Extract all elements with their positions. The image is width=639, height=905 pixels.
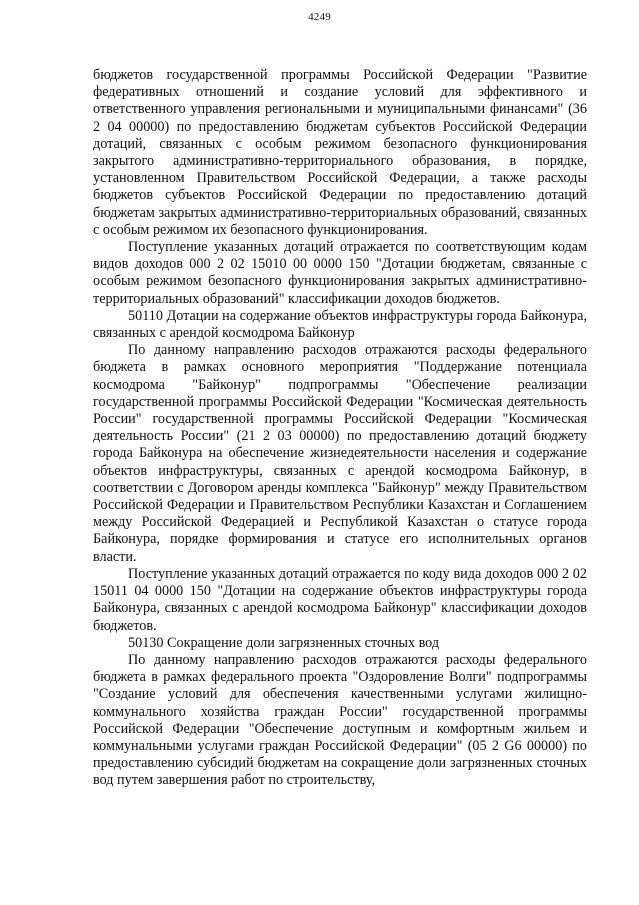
paragraph-50110-revenue-note: Поступление указанных дотаций отражается по коду вида доходов 000 2 02 15011 04 0000 150 "Дотации на содержание объектов инфраструктуры города Байконура, связанных с арендой космодрома Байконур" классификации доходов бюджетов.: [93, 565, 587, 634]
document-body: [93, 67, 587, 790]
paragraph-50130-description: По данному направлению расходов отражаются расходы федерального бюджета в рамках федерального проекта "Оздоровление Волги" подпрограммы "Создание условий для обеспечения качественными услугами жилищно-коммунального хозяйства граждан России" государственной программы Российской Федерации "Обеспечение доступным и комфортным жильем и коммунальными услугами граждан Российской Федерации" (05 2 G6 00000) по предоставлению субсидий бюджетам на сокращение доли загрязненных сточных вод путем завершения работ по строительству,: [93, 651, 587, 789]
paragraph-50110-description: По данному направлению расходов отражаются расходы федерального бюджета в рамках основного мероприятия "Поддержание потенциала космодрома "Байконур" подпрограммы "Обеспечение реализации государственной программы Российской Федерации "Космическая деятельность России" государственной программы Российской Федерации "Космическая деятельность России" (21 2 03 00000) по предоставлению дотаций бюджету города Байконура на обеспечение жизнедеятельности населения и содержание объектов инфраструктуры, связанных с арендой космодрома Байконур, в соответствии с Договором аренды комплекса "Байконур" между Правительством Российской Федерации и Правительством Республики Казахстан и Соглашением между Российской Федерацией и Республикой Казахстан о статусе города Байконура, порядке формирования и статусе его исполнительных органов власти.: [93, 342, 587, 565]
paragraph-continuation: бюджетов государственной программы Российской Федерации "Развитие федеративных отношений и создание условий для эффективного и ответственного управления региональными и муниципальными финансами" (36 2 04 00000) по предоставлению бюджетам субъектов Российской Федерации дотаций, связанных с особым режимом безопасного функционирования закрытого административно-территориального образования, в порядке, установленном Правительством Российской Федерации, а также расходы бюджетов субъектов Российской Федерации по предоставлению дотаций бюджетам закрытых административно-территориальных образований, связанных с особым режимом их безопасного функционирования.: [93, 67, 587, 238]
section-heading-50110: 50110 Дотации на содержание объектов инфраструктуры города Байконура, связанных с арендой космодрома Байконур: [93, 307, 587, 342]
paragraph-revenue-note: Поступление указанных дотаций отражается по соответствующим кодам видов доходов 000 2 02 15010 00 0000 150 "Дотации бюджетам, связанные с особым режимом безопасного функционирования закрытых административно-территориальных образований" классификации доходов бюджетов.: [93, 239, 587, 307]
page-number: 4249: [308, 11, 331, 23]
section-heading-50130: 50130 Сокращение доли загрязненных сточных вод: [128, 634, 440, 651]
